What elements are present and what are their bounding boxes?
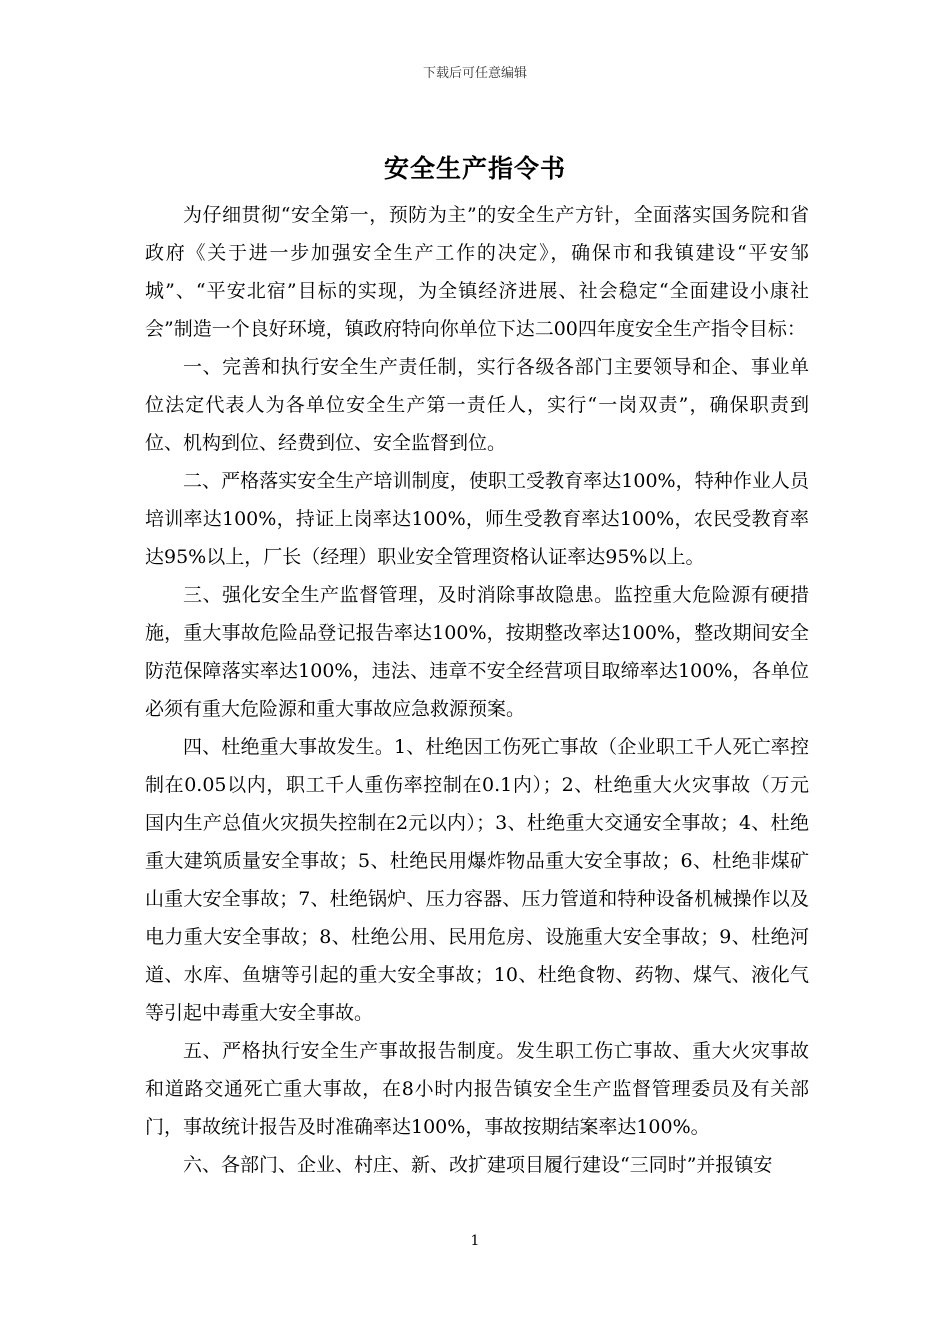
paragraph-item-5: 五、严格执行安全生产事故报告制度。发生职工伤亡事故、重大火灾事故和道路交通死亡重大事故，在8小时内报告镇安全生产监督管理委员及有关部门，事故统计报告及时准确率达100%，事故按期结案率达100%。 (145, 1040, 809, 1138)
header-note: 下载后可任意编辑 (422, 66, 527, 81)
paragraph-item-1: 一、完善和执行安全生产责任制，实行各级各部门主要领导和企、事业单位法定代表人为各单位安全生产第一责任人，实行“一岗双责”，确保职责到位、机构到位、经费到位、安全监督到位。 (145, 356, 809, 454)
paragraph-intro: 为仔细贯彻“安全第一，预防为主”的安全生产方针，全面落实国务院和省政府《关于进一步加强安全生产工作的决定》，确保市和我镇建设“平安邹城”、“平安北宿”目标的实现，为全镇经济进展、社会稳定“全面建设小康社会”制造一个良好环境，镇政府特向你单位下达二00四年度安全生产指令目标： (145, 204, 809, 340)
paragraph-item-4: 四、杜绝重大事故发生。1、杜绝因工伤死亡事故（企业职工千人死亡率控制在0.05以内，职工千人重伤率控制在0.1内）；2、杜绝重大火灾事故（万元国内生产总值火灾损失控制在2元以内）；3、杜绝重大交通安全事故；4、杜绝重大建筑质量安全事故；5、杜绝民用爆炸物品重大安全事故；6、杜绝非煤矿山重大安全事故；7、杜绝锅炉、压力容器、压力管道和特种设备机械操作以及电力重大安全事故；8、杜绝公用、民用危房、设施重大安全事故；9、杜绝河道、水库、鱼塘等引起的重大安全事故；10、杜绝食物、药物、煤气、液化气等引起中毒重大安全事故。 (145, 736, 809, 1024)
paragraph-item-3: 三、强化安全生产监督管理，及时消除事故隐患。监控重大危险源有硬措施，重大事故危险品登记报告率达100%，按期整改率达100%，整改期间安全防范保障落实率达100%，违法、违章不安全经营项目取缔率达100%，各单位必须有重大危险源和重大事故应急救源预案。 (145, 584, 809, 720)
paragraph-item-2: 二、严格落实安全生产培训制度，使职工受教育率达100%，特种作业人员培训率达100%，持证上岗率达100%，师生受教育率达100%，农民受教育率达95%以上，厂长（经理）职业安全管理资格认证率达95%以上。 (145, 470, 809, 568)
paragraph-item-6: 六、各部门、企业、村庄、新、改扩建项目履行建设“三同时”并报镇安 (183, 1154, 773, 1176)
document-body (145, 196, 809, 1184)
document-title: 安全生产指令书 (383, 154, 566, 183)
page-number: 1 (470, 1233, 480, 1249)
